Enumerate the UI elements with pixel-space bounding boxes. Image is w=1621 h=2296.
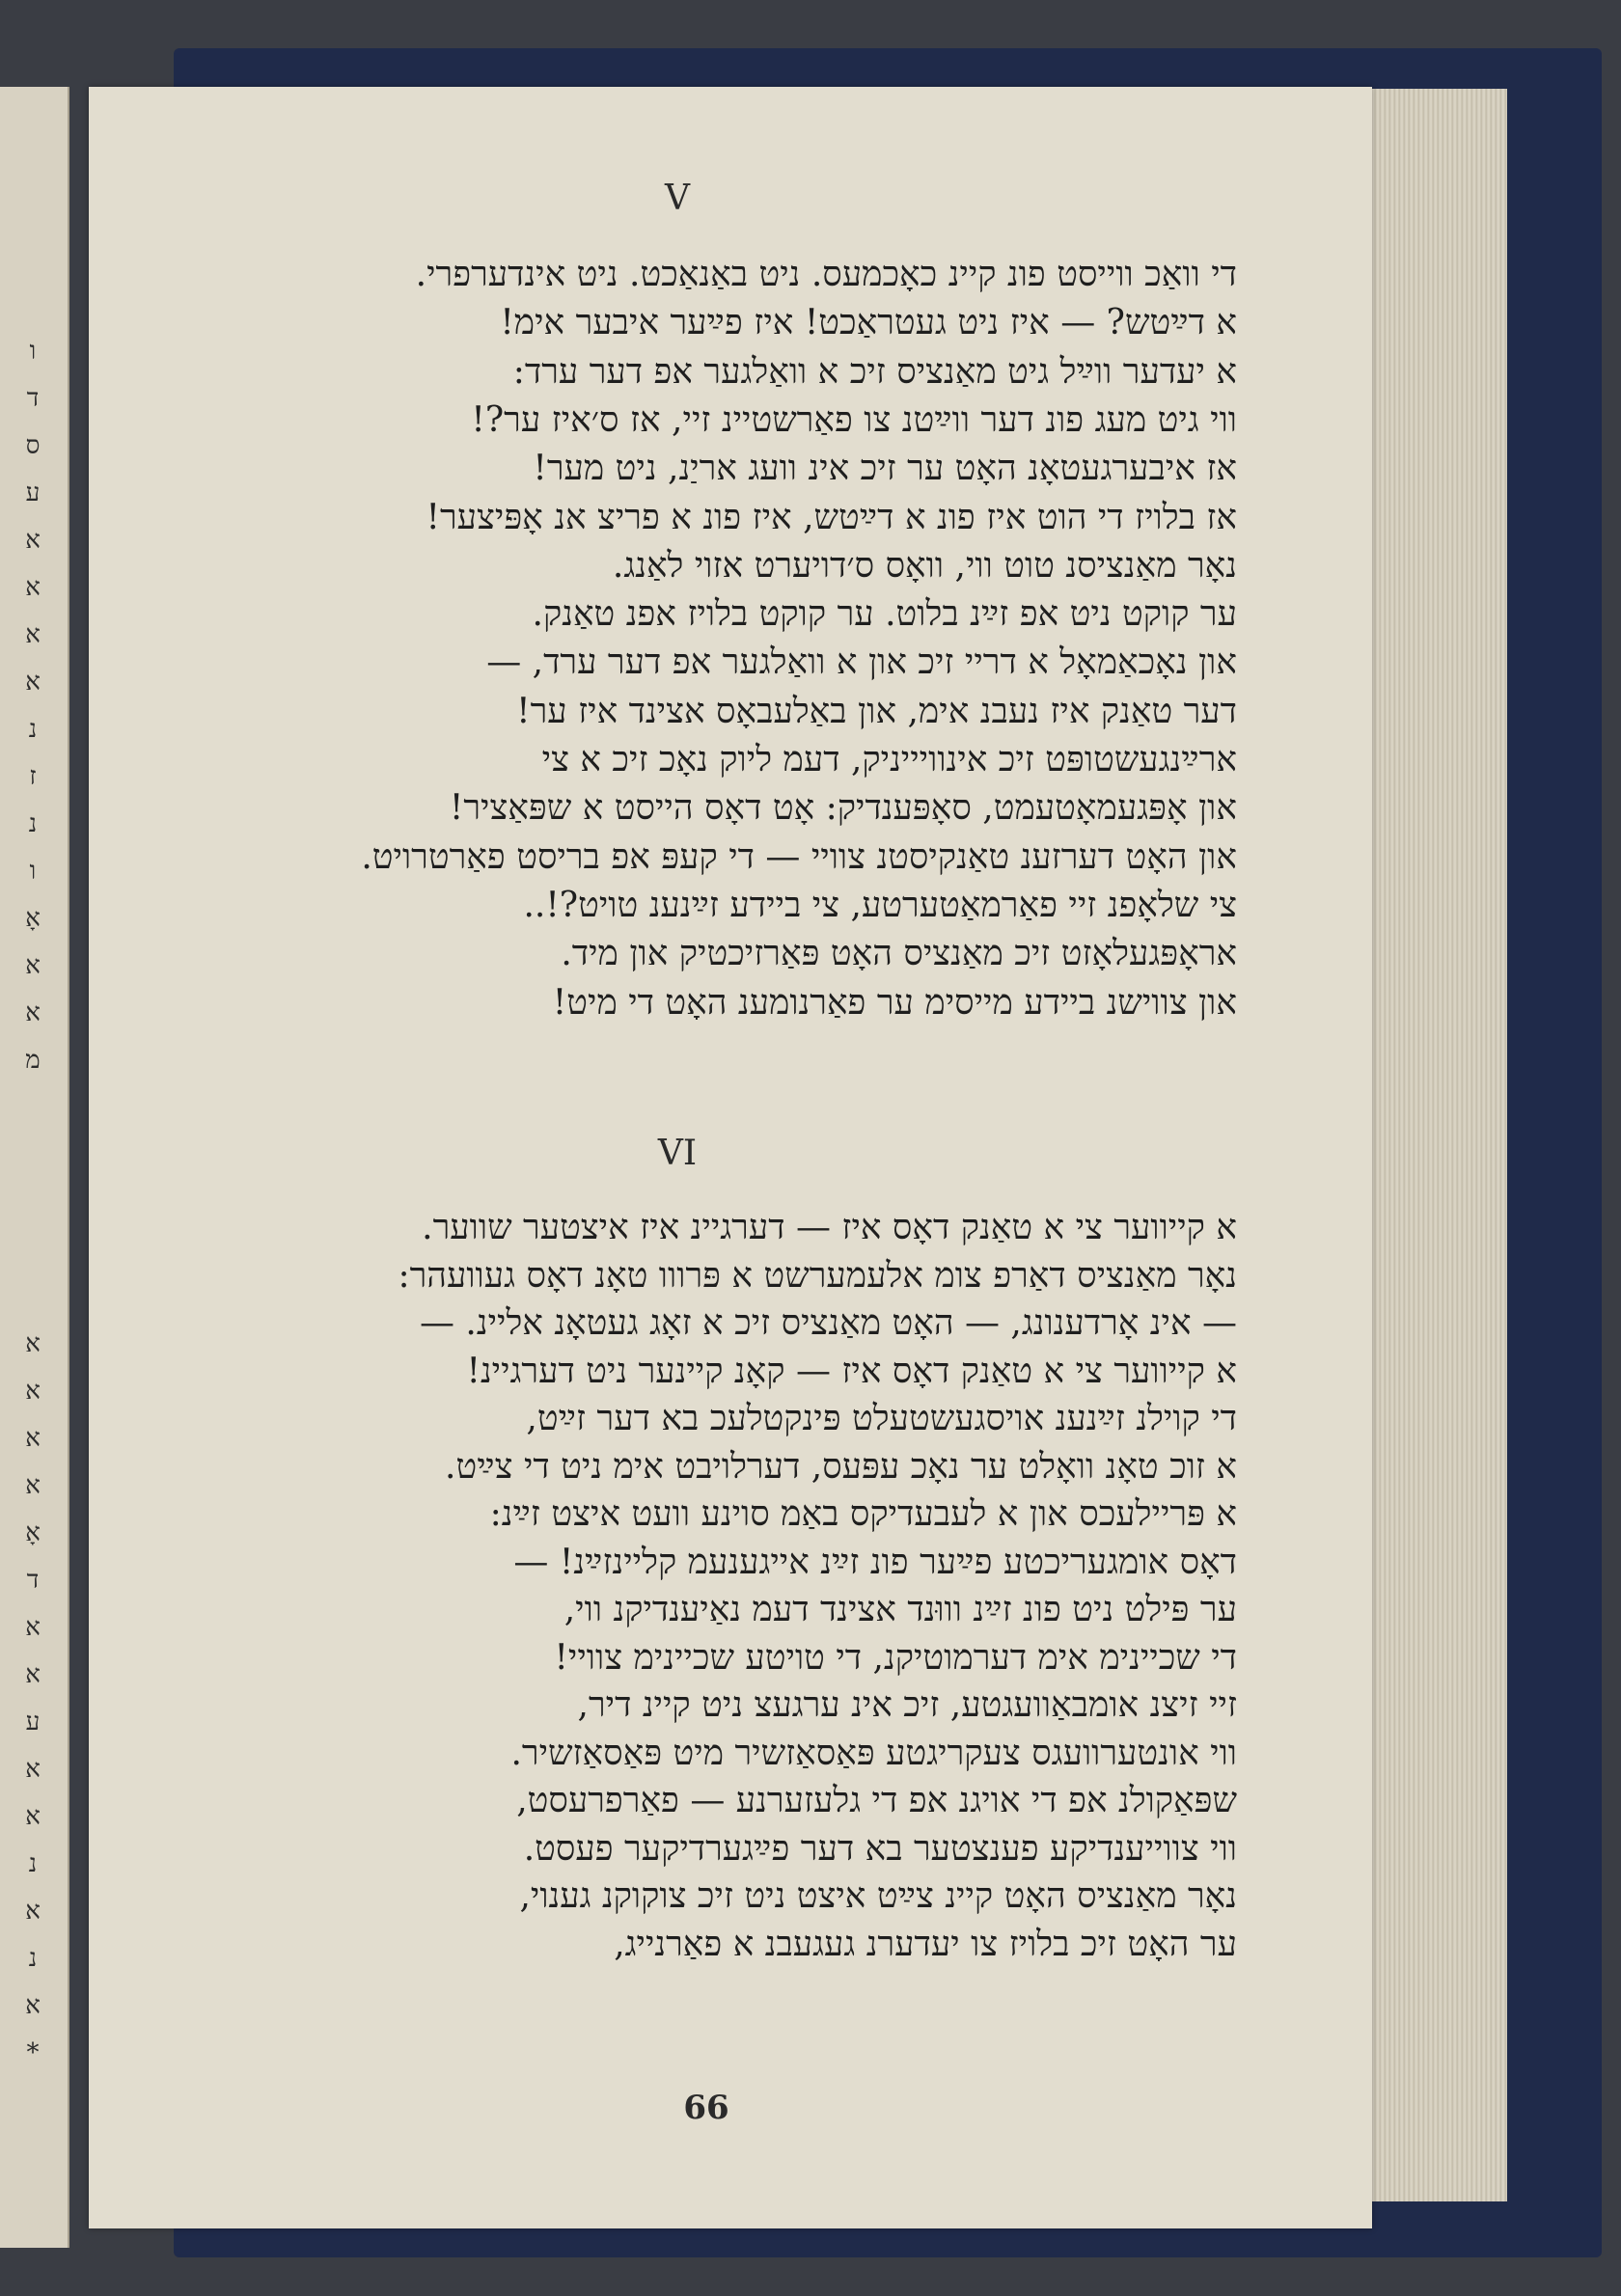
poem-line: א זוכ טאָנ וואָלט ער נאָכ עפּעס, דערלויבט אימ ניט די צײַט. xyxy=(445,1446,1237,1487)
poem-line: ער פּילט ניט פונ זײַנ וווּנד אצינד דעמ נאַיענדיקנ ווי, xyxy=(563,1590,1237,1629)
facing-page-char: א xyxy=(25,1991,41,2020)
poem-line: א דײַטש? — איז ניט געטראַכט! איז פײַער איבער אימ! xyxy=(500,303,1237,343)
facing-page-char: מ xyxy=(25,1046,41,1075)
facing-page-char xyxy=(4,1273,62,1321)
facing-page-char: א xyxy=(25,998,41,1027)
poem-line: אז בלויז די הוט איז פונ א דײַטש, איז פונ א פריצ אנ אָפּיצער! xyxy=(426,497,1237,537)
facing-page-char: א xyxy=(25,1424,41,1453)
section-heading-v: V xyxy=(665,178,690,218)
facing-page-char: ע xyxy=(25,478,41,507)
facing-page-char: ע xyxy=(25,1708,41,1736)
poem-line: און נאָכאַמאָל א דריי זיכ און א וואַלגער אפ דער ערד, — xyxy=(486,642,1237,683)
poem-line: ווי גיט מעג פונ דער ווײַטנ צו פאַרשטיינ זיי, אז ס׳איז ער?! xyxy=(471,399,1237,440)
page-number: 66 xyxy=(683,2089,729,2127)
facing-page-char: * xyxy=(26,2038,40,2067)
poem-line: די קוילנ זײַנענ אויסגעשטעלט פּינקטלעכ בא דער זײַט, xyxy=(526,1399,1237,1438)
facing-page-char: א xyxy=(25,620,41,649)
facing-page-char: ז xyxy=(29,762,37,791)
poem-line: א יעדער ווײַל גיט מאַנציס זיכ א וואַלגער אפ דער ערד: xyxy=(512,351,1237,392)
section-heading-vi: VI xyxy=(657,1134,698,1173)
facing-page-char xyxy=(4,1132,62,1179)
poem-line: ווי צווייענדיקע פענצטער בא דער פײַגערדיקער פעסט. xyxy=(523,1828,1237,1869)
facing-page-char xyxy=(4,1226,62,1273)
facing-page-char: א xyxy=(25,951,41,980)
poem-line: און צווישנ ביידע מייסימ ער פאַרנומענ האָט די מיט! xyxy=(552,982,1237,1023)
poem-line: זיי זיצנ אומבאַוועגטע, זיכ אינ ערגעצ ניט קיינ דיר, xyxy=(577,1685,1237,1725)
poem-line: א קייווער צי א טאַנק דאָס איז — דערגיינ איז איצטער שווער. xyxy=(422,1208,1237,1247)
poem-line: אז איבערגעטאָנ האָט ער זיכ אינ וועג אריַנ, ניט מער! xyxy=(533,449,1237,489)
book-page xyxy=(89,87,1372,2228)
facing-page-char: א xyxy=(25,1329,41,1358)
poem-line: און האָט דערזענ טאַנקיסטנ צוויי — די קעפּ אפ בריסט פאַרטרויט. xyxy=(361,836,1237,877)
poem-line: צי שלאָפנ זיי פאַרמאַטערטע, צי ביידע זײַנענ טויט?!.. xyxy=(523,885,1237,925)
facing-page-char: א xyxy=(25,668,41,697)
poem-line: די שכיינימ אימ דערמוטיקנ, די טויטע שכיינימ צוויי! xyxy=(554,1637,1237,1678)
poem-line: נאָר מאַנציס האָט קיינ צײַט איצט ניט זיכ צוקוקנ גענוי, xyxy=(519,1876,1237,1916)
poem-line: ער האָט זיכ בלויז צו יעדערנ געגעבנ א פאַרנייג, xyxy=(614,1924,1237,1964)
poem-line: שפּאַקולנ אפ די אויגנ אפ די גלעזערנע — פאַרפרעסט, xyxy=(516,1781,1237,1820)
facing-page-char xyxy=(4,1084,62,1132)
poem-line: — אינ אָרדענונג, — האָט מאַנציס זיכ א זאָג געטאָנ אליינ. — xyxy=(419,1303,1237,1343)
facing-page-char: א xyxy=(25,1660,41,1689)
poem-line: א פּריילעכס און א לעבעדיקס באַמ סוינע וועט איצט זײַנ: xyxy=(489,1494,1237,1534)
poem-line: ווי אונטערוועגס צעקריגטע פּאַסאַזשיר מיט פּאַסאַזשיר. xyxy=(510,1733,1237,1773)
facing-page-char: ס xyxy=(25,431,41,460)
facing-page-char: נ xyxy=(28,715,38,744)
facing-page-char: נ xyxy=(28,809,38,838)
facing-page-char xyxy=(4,1179,62,1226)
facing-page-char: א xyxy=(25,1802,41,1831)
poem-line: די וואַכ ווייסט פונ קיינ כאָכמעס. ניט באַנאַכט. ניט אינדערפרי. xyxy=(415,255,1237,294)
facing-page-char: ד xyxy=(26,1566,40,1595)
facing-page-char: נ xyxy=(28,1849,38,1878)
poem-line: ארײַנגעשטופּט זיכ אינוויייניק, דעמ ליוק נאָכ זיכ א צי xyxy=(541,740,1237,779)
poem-line: אראָפּגעלאָזט זיכ מאַנציס האָט פּאַרזיכטיק און מיד. xyxy=(561,934,1237,974)
facing-page-char: א xyxy=(25,573,41,602)
facing-page-char: נ xyxy=(28,1944,38,1973)
facing-page-char: אָ xyxy=(25,904,41,933)
facing-page-char: א xyxy=(25,1755,41,1784)
poem-line: א קייווער צי א טאַנק דאָס איז — קאָנ קיינער ניט דערגיינ! xyxy=(466,1351,1237,1391)
facing-page-char: ד xyxy=(26,384,40,413)
poem-line: און אָפּגעמאָטעמט, סאָפּענדיק: אָט דאָס הייסט א שפּאַציר! xyxy=(449,788,1237,829)
facing-page-char: א xyxy=(25,1613,41,1642)
poem-line: דאָס אומגעריכטע פײַער פונ זײַנ אייגענעמ קליינזײַנ! — xyxy=(513,1542,1237,1582)
facing-page-char: ו xyxy=(29,857,37,886)
poem-line: ער קוקט ניט אפ זײַנ בלוט. ער קוקט בלויז אפנ טאַנק. xyxy=(532,594,1237,635)
facing-page-char: א xyxy=(25,1897,41,1926)
facing-page-edge xyxy=(0,87,69,2248)
poem-line: נאָר מאַנציסנ טוט ווי, וואָס ס׳דויערט אזוי לאַנג. xyxy=(612,545,1237,586)
facing-page-char: א xyxy=(25,1377,41,1406)
page-edges xyxy=(1360,89,1507,2201)
poem-line: דער טאַנק איז נעבנ אימ, און באַלעבאָס אצינד איז ער! xyxy=(516,691,1237,731)
facing-page-char: א xyxy=(25,526,41,555)
poem-line: נאָר מאַנציס דאַרפ צומ אלעמערשט א פּרווו טאָנ דאָס געוועהר: xyxy=(398,1255,1237,1296)
facing-page-cut-text xyxy=(4,328,62,2077)
facing-page-char: אָ xyxy=(25,1518,41,1547)
facing-page-char: ו xyxy=(29,337,37,366)
facing-page-char: א xyxy=(25,1471,41,1500)
